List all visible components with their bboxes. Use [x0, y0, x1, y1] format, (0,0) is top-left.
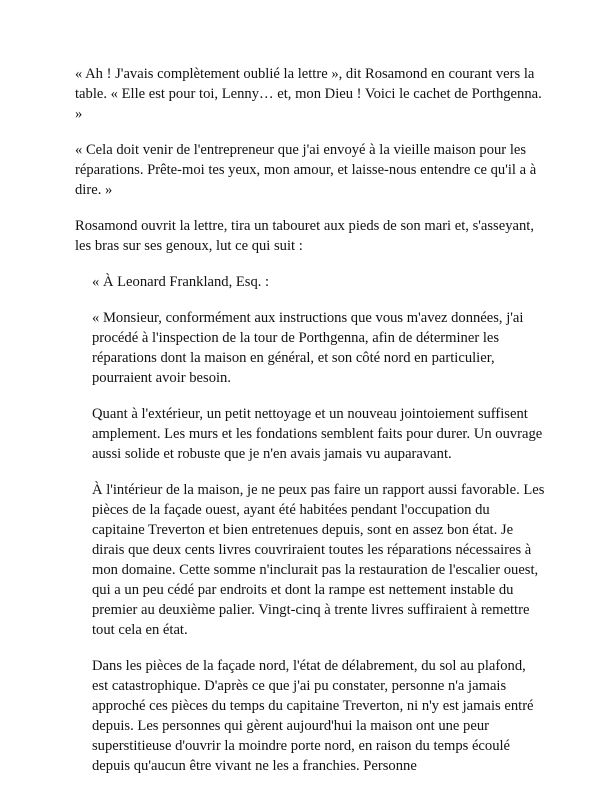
paragraph-2: « Cela doit venir de l'entrepreneur que j'ai envoyé à la vieille maison pour les réparations. Prête-moi tes yeux, mon amour, et laisse-nous entendre ce qu'il a à dire. » [75, 142, 537, 198]
document-page [75, 64, 545, 792]
letter-salutation: « À Leonard Frankland, Esq. : [92, 274, 270, 290]
letter-paragraph-2: Quant à l'extérieur, un petit nettoyage et un nouveau jointoiement suffisent amplement. Les murs et les fondations semblent faits pour durer. Un ouvrage aussi solide et robuste que je n'en avais jamais vu auparavant. [92, 406, 543, 462]
paragraph-3: Rosamond ouvrit la lettre, tira un tabouret aux pieds de son mari et, s'asseyant, les bras sur ses genoux, lut ce qui suit : [75, 218, 534, 254]
letter-paragraph-4: Dans les pièces de la façade nord, l'état de délabrement, du sol au plafond, est catastrophique. D'après ce que j'ai pu constater, personne n'a jamais approché ces pièces du temps du capitaine Treverton, ni n'y est jamais entré depuis. Les personnes qui gèrent aujourd'hui la maison ont une peur superstitieuse d'ouvrir la moindre porte nord, en raison du temps écoulé depuis qu'aucun être vivant ne les a franchies. Personne [92, 658, 534, 774]
paragraph-1: « Ah ! J'avais complètement oublié la lettre », dit Rosamond en courant vers la table. « Elle est pour toi, Lenny… et, mon Dieu ! Voici le cachet de Porthgenna. » [75, 66, 542, 122]
letter-paragraph-1: « Monsieur, conformément aux instructions que vous m'avez données, j'ai procédé à l'inspection de la tour de Porthgenna, afin de déterminer les réparations dont la maison en général, et son côté nord en particulier, pourraient avoir besoin. [92, 310, 524, 386]
letter-paragraph-3: À l'intérieur de la maison, je ne peux pas faire un rapport aussi favorable. Les pièces de la façade ouest, ayant été habitées pendant l'occupation du capitaine Treverton et bien entretenues depuis, sont en assez bon état. Je dirais que deux cents livres couvriraient toutes les réparations nécessaires à mon domaine. Cette somme n'inclurait pas la restauration de l'escalier ouest, qui a un peu cédé par endroits et dont la rampe est nettement instable du premier au deuxième palier. Vingt-cinq à trente livres suffiraient à remettre tout cela en état. [92, 482, 545, 638]
